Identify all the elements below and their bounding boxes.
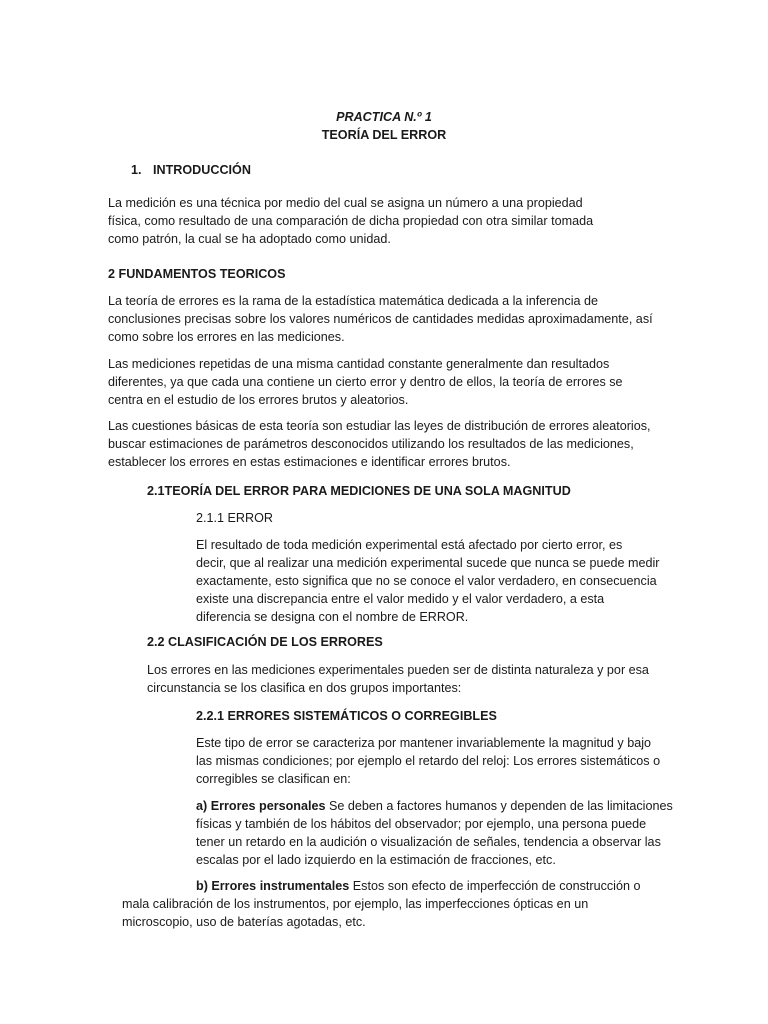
- section-heading-2-2: 2.2 CLASIFICACIÓN DE LOS ERRORES: [147, 635, 383, 649]
- item-text: Se deben a factores humanos y dependen de las limitaciones: [325, 799, 673, 813]
- paragraph-line: La medición es una técnica por medio del cual se asigna un número a una propiedad: [108, 196, 583, 210]
- paragraph-line: Este tipo de error se caracteriza por mantener invariablemente la magnitud y bajo: [196, 736, 652, 750]
- paragraph-line: como patrón, la cual se ha adoptado como unidad.: [108, 232, 391, 246]
- section-title: INTRODUCCIÓN: [153, 163, 251, 177]
- paragraph-line: Las cuestiones básicas de esta teoría son estudiar las leyes de distribución de errores aleatorios,: [108, 419, 651, 433]
- paragraph-line: escalas por el lado izquierdo en la estimación de fracciones, etc.: [196, 853, 556, 867]
- section-heading-2-1: 2.1TEORÍA DEL ERROR PARA MEDICIONES DE UNA SOLA MAGNITUD: [147, 484, 571, 498]
- fundamentos-paragraph-1: [108, 292, 653, 346]
- section-heading-fundamentos: 2 FUNDAMENTOS TEORICOS: [108, 267, 286, 281]
- paragraph-line: física, como resultado de una comparación de dicha propiedad con otra similar tomada: [108, 214, 594, 228]
- paragraph-line: Los errores en las mediciones experimentales pueden ser de distinta naturaleza y por esa: [147, 663, 649, 677]
- paragraph-line: [196, 797, 673, 815]
- intro-paragraph: [108, 194, 593, 248]
- paragraph-line: conclusiones precisas sobre los valores numéricos de cantidades medidas aproximadamente, así: [108, 312, 653, 326]
- item-text: Estos son efecto de imperfección de construcción o: [349, 879, 641, 893]
- errores-instrumentales-paragraph: [122, 895, 588, 931]
- paragraph-line: exactamente, esto significa que no se conoce el valor verdadero, en consecuencia: [196, 574, 657, 588]
- paragraph-line: tener un retardo en la audición o visualización de señales, tendencia a observar las: [196, 835, 661, 849]
- document-subtitle: TEORÍA DEL ERROR: [321, 128, 447, 142]
- paragraph-line: circunstancia se los clasifica en dos grupos importantes:: [147, 681, 462, 695]
- document-title: PRACTICA N.º 1: [336, 110, 432, 124]
- section-heading-2-1-1: 2.1.1 ERROR: [196, 511, 273, 525]
- paragraph-line: buscar estimaciones de parámetros desconocidos utilizando los resultados de las mediciones,: [108, 437, 634, 451]
- item-label: b) Errores instrumentales: [196, 879, 350, 893]
- error-paragraph: [196, 536, 659, 626]
- paragraph-line: La teoría de errores es la rama de la estadística matemática dedicada a la inferencia de: [108, 294, 599, 308]
- paragraph-line: mala calibración de los instrumentos, por ejemplo, las imperfecciones ópticas en un: [122, 897, 589, 911]
- paragraph-line: [196, 877, 641, 895]
- section-number: 1.: [131, 163, 142, 177]
- paragraph-line: corregibles se clasifican en:: [196, 772, 351, 786]
- paragraph-line: físicas y también de los hábitos del observador; por ejemplo, una persona puede: [196, 817, 647, 831]
- fundamentos-paragraph-3: [108, 417, 651, 471]
- paragraph-line: establecer los errores en estas estimaciones e identificar errores brutos.: [108, 455, 511, 469]
- paragraph-line: las mismas condiciones; por ejemplo el retardo del reloj: Los errores sistemáticos o: [196, 754, 661, 768]
- errores-personales-paragraph: [196, 797, 673, 869]
- paragraph-line: decir, que al realizar una medición experimental sucede que nunca se puede medir: [196, 556, 660, 570]
- clasificacion-paragraph: [147, 661, 649, 697]
- section-heading-2-2-1: 2.2.1 ERRORES SISTEMÁTICOS O CORREGIBLES: [196, 709, 497, 723]
- errores-instrumentales-first-line: [196, 877, 641, 895]
- paragraph-line: diferentes, ya que cada una contiene un cierto error y dentro de ellos, la teoría de errores se: [108, 375, 623, 389]
- paragraph-line: como sobre los errores en las mediciones.: [108, 330, 345, 344]
- paragraph-line: microscopio, uso de baterías agotadas, etc.: [122, 915, 366, 929]
- paragraph-line: Las mediciones repetidas de una misma cantidad constante generalmente dan resultados: [108, 357, 610, 371]
- paragraph-line: El resultado de toda medición experimental está afectado por cierto error, es: [196, 538, 623, 552]
- paragraph-line: diferencia se designa con el nombre de ERROR.: [196, 610, 469, 624]
- paragraph-line: centra en el estudio de los errores brutos y aleatorios.: [108, 393, 409, 407]
- fundamentos-paragraph-2: [108, 355, 623, 409]
- paragraph-line: existe una discrepancia entre el valor medido y el valor verdadero, a esta: [196, 592, 605, 606]
- item-label: a) Errores personales: [196, 799, 326, 813]
- section-heading-introduccion: [131, 161, 251, 179]
- sistematicos-paragraph: [196, 734, 660, 788]
